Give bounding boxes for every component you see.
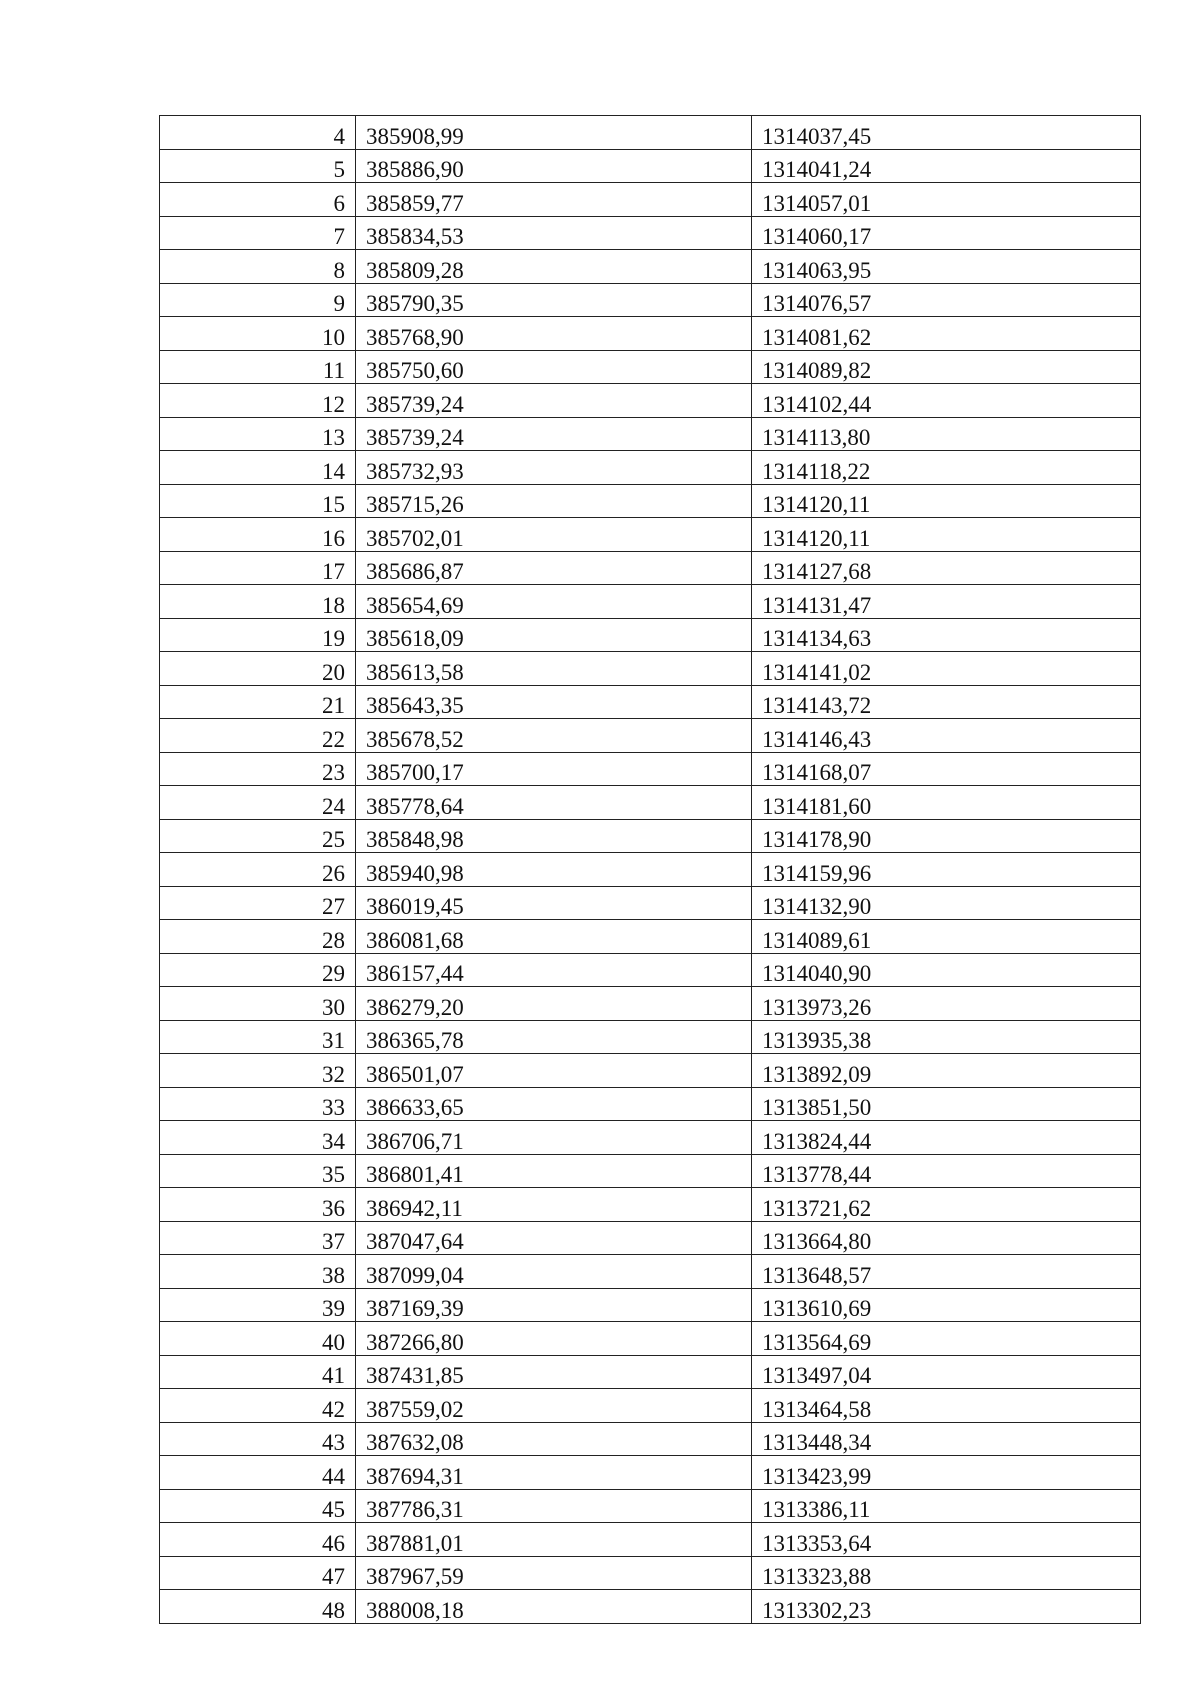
point-number-cell: 27 — [160, 886, 356, 920]
point-number-cell: 16 — [160, 518, 356, 552]
y-coordinate-cell: 1314102,44 — [752, 384, 1141, 418]
table-row — [160, 819, 1141, 853]
x-coordinate-cell: 385702,01 — [356, 518, 752, 552]
y-coordinate-cell: 1313353,64 — [752, 1523, 1141, 1557]
point-number-cell: 40 — [160, 1322, 356, 1356]
x-coordinate-cell: 387632,08 — [356, 1422, 752, 1456]
point-number-cell: 36 — [160, 1188, 356, 1222]
y-coordinate-cell: 1314132,90 — [752, 886, 1141, 920]
x-coordinate-cell: 385848,98 — [356, 819, 752, 853]
table-row — [160, 484, 1141, 518]
x-coordinate-cell: 385732,93 — [356, 451, 752, 485]
point-number-cell: 43 — [160, 1422, 356, 1456]
y-coordinate-cell: 1314168,07 — [752, 752, 1141, 786]
table-row — [160, 1523, 1141, 1557]
x-coordinate-cell: 385859,77 — [356, 183, 752, 217]
x-coordinate-cell: 387169,39 — [356, 1288, 752, 1322]
y-coordinate-cell: 1313935,38 — [752, 1020, 1141, 1054]
y-coordinate-cell: 1313648,57 — [752, 1255, 1141, 1289]
x-coordinate-cell: 385643,35 — [356, 685, 752, 719]
x-coordinate-cell: 385700,17 — [356, 752, 752, 786]
y-coordinate-cell: 1313323,88 — [752, 1556, 1141, 1590]
table-row — [160, 1590, 1141, 1624]
point-number-cell: 26 — [160, 853, 356, 887]
table-row — [160, 685, 1141, 719]
table-row — [160, 1355, 1141, 1389]
point-number-cell: 37 — [160, 1221, 356, 1255]
table-row — [160, 1322, 1141, 1356]
table-row — [160, 250, 1141, 284]
table-row — [160, 1556, 1141, 1590]
x-coordinate-cell: 385618,09 — [356, 618, 752, 652]
point-number-cell: 9 — [160, 283, 356, 317]
coordinates-table — [159, 115, 1141, 1624]
point-number-cell: 19 — [160, 618, 356, 652]
table-row — [160, 987, 1141, 1021]
y-coordinate-cell: 1314143,72 — [752, 685, 1141, 719]
x-coordinate-cell: 386081,68 — [356, 920, 752, 954]
x-coordinate-cell: 388008,18 — [356, 1590, 752, 1624]
table-row — [160, 752, 1141, 786]
point-number-cell: 17 — [160, 551, 356, 585]
x-coordinate-cell: 385654,69 — [356, 585, 752, 619]
x-coordinate-cell: 385686,87 — [356, 551, 752, 585]
table-row — [160, 652, 1141, 686]
point-number-cell: 21 — [160, 685, 356, 719]
table-row — [160, 1154, 1141, 1188]
y-coordinate-cell: 1314120,11 — [752, 518, 1141, 552]
y-coordinate-cell: 1313302,23 — [752, 1590, 1141, 1624]
table-row — [160, 618, 1141, 652]
point-number-cell: 31 — [160, 1020, 356, 1054]
table-row — [160, 1020, 1141, 1054]
x-coordinate-cell: 386801,41 — [356, 1154, 752, 1188]
point-number-cell: 10 — [160, 317, 356, 351]
x-coordinate-cell: 387266,80 — [356, 1322, 752, 1356]
table-row — [160, 1054, 1141, 1088]
x-coordinate-cell: 385908,99 — [356, 116, 752, 150]
y-coordinate-cell: 1313664,80 — [752, 1221, 1141, 1255]
point-number-cell: 48 — [160, 1590, 356, 1624]
point-number-cell: 42 — [160, 1389, 356, 1423]
table-row — [160, 1221, 1141, 1255]
y-coordinate-cell: 1314040,90 — [752, 953, 1141, 987]
y-coordinate-cell: 1313564,69 — [752, 1322, 1141, 1356]
point-number-cell: 47 — [160, 1556, 356, 1590]
point-number-cell: 25 — [160, 819, 356, 853]
point-number-cell: 13 — [160, 417, 356, 451]
point-number-cell: 14 — [160, 451, 356, 485]
x-coordinate-cell: 385886,90 — [356, 149, 752, 183]
table-row — [160, 920, 1141, 954]
table-row — [160, 283, 1141, 317]
x-coordinate-cell: 387559,02 — [356, 1389, 752, 1423]
y-coordinate-cell: 1313721,62 — [752, 1188, 1141, 1222]
y-coordinate-cell: 1313386,11 — [752, 1489, 1141, 1523]
table-row — [160, 518, 1141, 552]
x-coordinate-cell: 385678,52 — [356, 719, 752, 753]
x-coordinate-cell: 387431,85 — [356, 1355, 752, 1389]
y-coordinate-cell: 1314081,62 — [752, 317, 1141, 351]
y-coordinate-cell: 1313851,50 — [752, 1087, 1141, 1121]
x-coordinate-cell: 385778,64 — [356, 786, 752, 820]
point-number-cell: 33 — [160, 1087, 356, 1121]
y-coordinate-cell: 1314063,95 — [752, 250, 1141, 284]
table-row — [160, 417, 1141, 451]
coordinates-table-body — [160, 116, 1141, 1624]
table-row — [160, 1456, 1141, 1490]
y-coordinate-cell: 1313610,69 — [752, 1288, 1141, 1322]
point-number-cell: 24 — [160, 786, 356, 820]
y-coordinate-cell: 1314120,11 — [752, 484, 1141, 518]
table-row — [160, 953, 1141, 987]
y-coordinate-cell: 1313464,58 — [752, 1389, 1141, 1423]
x-coordinate-cell: 385809,28 — [356, 250, 752, 284]
point-number-cell: 8 — [160, 250, 356, 284]
point-number-cell: 38 — [160, 1255, 356, 1289]
table-row — [160, 1255, 1141, 1289]
y-coordinate-cell: 1313973,26 — [752, 987, 1141, 1021]
y-coordinate-cell: 1314159,96 — [752, 853, 1141, 887]
y-coordinate-cell: 1314118,22 — [752, 451, 1141, 485]
point-number-cell: 39 — [160, 1288, 356, 1322]
table-row — [160, 1422, 1141, 1456]
y-coordinate-cell: 1313497,04 — [752, 1355, 1141, 1389]
y-coordinate-cell: 1314181,60 — [752, 786, 1141, 820]
table-row — [160, 853, 1141, 887]
x-coordinate-cell: 386157,44 — [356, 953, 752, 987]
y-coordinate-cell: 1313892,09 — [752, 1054, 1141, 1088]
y-coordinate-cell: 1314146,43 — [752, 719, 1141, 753]
point-number-cell: 22 — [160, 719, 356, 753]
x-coordinate-cell: 387099,04 — [356, 1255, 752, 1289]
y-coordinate-cell: 1314037,45 — [752, 116, 1141, 150]
table-row — [160, 551, 1141, 585]
x-coordinate-cell: 385739,24 — [356, 417, 752, 451]
x-coordinate-cell: 386706,71 — [356, 1121, 752, 1155]
y-coordinate-cell: 1314041,24 — [752, 149, 1141, 183]
x-coordinate-cell: 385834,53 — [356, 216, 752, 250]
point-number-cell: 29 — [160, 953, 356, 987]
x-coordinate-cell: 385739,24 — [356, 384, 752, 418]
x-coordinate-cell: 385940,98 — [356, 853, 752, 887]
y-coordinate-cell: 1314057,01 — [752, 183, 1141, 217]
table-row — [160, 317, 1141, 351]
point-number-cell: 7 — [160, 216, 356, 250]
x-coordinate-cell: 385613,58 — [356, 652, 752, 686]
y-coordinate-cell: 1313778,44 — [752, 1154, 1141, 1188]
table-row — [160, 786, 1141, 820]
x-coordinate-cell: 386501,07 — [356, 1054, 752, 1088]
y-coordinate-cell: 1314178,90 — [752, 819, 1141, 853]
y-coordinate-cell: 1313448,34 — [752, 1422, 1141, 1456]
point-number-cell: 34 — [160, 1121, 356, 1155]
table-row — [160, 886, 1141, 920]
y-coordinate-cell: 1313423,99 — [752, 1456, 1141, 1490]
table-row — [160, 183, 1141, 217]
table-row — [160, 585, 1141, 619]
y-coordinate-cell: 1314141,02 — [752, 652, 1141, 686]
x-coordinate-cell: 385715,26 — [356, 484, 752, 518]
table-row — [160, 350, 1141, 384]
x-coordinate-cell: 387047,64 — [356, 1221, 752, 1255]
point-number-cell: 45 — [160, 1489, 356, 1523]
x-coordinate-cell: 386279,20 — [356, 987, 752, 1021]
x-coordinate-cell: 387967,59 — [356, 1556, 752, 1590]
point-number-cell: 46 — [160, 1523, 356, 1557]
table-row — [160, 1087, 1141, 1121]
table-row — [160, 116, 1141, 150]
point-number-cell: 44 — [160, 1456, 356, 1490]
x-coordinate-cell: 387694,31 — [356, 1456, 752, 1490]
y-coordinate-cell: 1314131,47 — [752, 585, 1141, 619]
point-number-cell: 4 — [160, 116, 356, 150]
point-number-cell: 30 — [160, 987, 356, 1021]
point-number-cell: 20 — [160, 652, 356, 686]
table-row — [160, 1489, 1141, 1523]
point-number-cell: 28 — [160, 920, 356, 954]
table-row — [160, 1188, 1141, 1222]
point-number-cell: 11 — [160, 350, 356, 384]
table-row — [160, 1288, 1141, 1322]
x-coordinate-cell: 385750,60 — [356, 350, 752, 384]
table-row — [160, 384, 1141, 418]
point-number-cell: 32 — [160, 1054, 356, 1088]
x-coordinate-cell: 387881,01 — [356, 1523, 752, 1557]
point-number-cell: 35 — [160, 1154, 356, 1188]
table-row — [160, 719, 1141, 753]
table-row — [160, 451, 1141, 485]
y-coordinate-cell: 1314076,57 — [752, 283, 1141, 317]
point-number-cell: 12 — [160, 384, 356, 418]
x-coordinate-cell: 386633,65 — [356, 1087, 752, 1121]
y-coordinate-cell: 1314089,82 — [752, 350, 1141, 384]
x-coordinate-cell: 385768,90 — [356, 317, 752, 351]
point-number-cell: 6 — [160, 183, 356, 217]
x-coordinate-cell: 386942,11 — [356, 1188, 752, 1222]
y-coordinate-cell: 1314113,80 — [752, 417, 1141, 451]
point-number-cell: 41 — [160, 1355, 356, 1389]
point-number-cell: 5 — [160, 149, 356, 183]
x-coordinate-cell: 386019,45 — [356, 886, 752, 920]
y-coordinate-cell: 1314089,61 — [752, 920, 1141, 954]
point-number-cell: 23 — [160, 752, 356, 786]
x-coordinate-cell: 387786,31 — [356, 1489, 752, 1523]
x-coordinate-cell: 386365,78 — [356, 1020, 752, 1054]
x-coordinate-cell: 385790,35 — [356, 283, 752, 317]
table-row — [160, 1121, 1141, 1155]
y-coordinate-cell: 1314134,63 — [752, 618, 1141, 652]
point-number-cell: 15 — [160, 484, 356, 518]
y-coordinate-cell: 1314060,17 — [752, 216, 1141, 250]
y-coordinate-cell: 1314127,68 — [752, 551, 1141, 585]
point-number-cell: 18 — [160, 585, 356, 619]
y-coordinate-cell: 1313824,44 — [752, 1121, 1141, 1155]
table-row — [160, 216, 1141, 250]
table-row — [160, 1389, 1141, 1423]
table-row — [160, 149, 1141, 183]
